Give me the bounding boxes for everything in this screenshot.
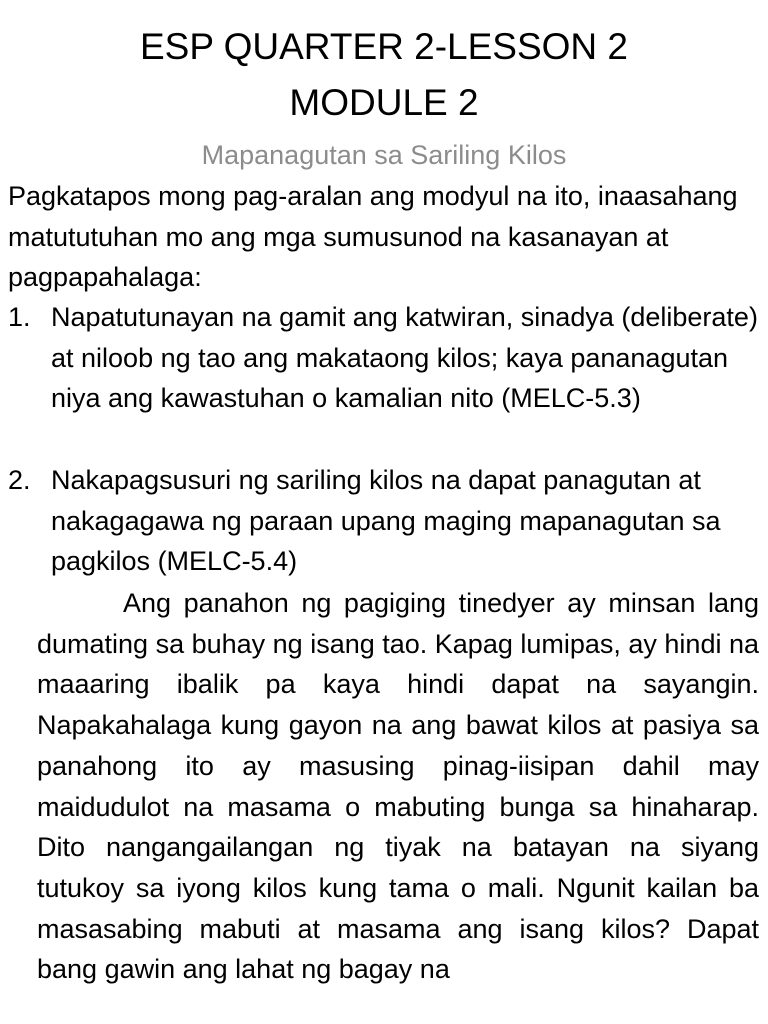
objective-number: 1. <box>8 302 31 332</box>
objective-item-2-clip <box>0 460 768 580</box>
body-paragraph-container <box>0 583 768 1024</box>
document-subtitle: Mapanagutan sa Sariling Kilos <box>201 140 567 170</box>
document-title-line-1: ESP QUARTER 2-LESSON 2 <box>139 26 629 67</box>
body-paragraph: Ang panahon ng pagiging tinedyer ay minsan lang dumating sa buhay ng isang tao. Kapag lumipas, ay hindi na maaaring ibalik pa kaya hindi dapat na sayangin. Napakahalaga kung gayon na ang bawat kilos at pasiya sa panahong ito ay masusing pinag-iisipan dahil may maidudulot na masama o mabuting bunga sa hinaharap. Dito nangangailangan ng tiyak na batayan na siyang tutukoy sa iyong kilos kung tama o mali. Ngunit kailan ba masasabing mabuti at masama ang isang kilos? Dapat bang gawin ang lahat ng bagay na <box>37 588 759 985</box>
objective-text: Napatutunayan na gamit ang katwiran, sinadya (deliberate) at niloob ng tao ang makataong kilos; kaya pananagutan niya ang kawastuhan o kamalian nito (MELC-5.3) <box>51 302 758 414</box>
objective-text: Nakapagsusuri ng sariling kilos na dapat panagutan at nakagagawa ng paraan upang maging mapanagutan sa pagkilos (MELC-5.4) <box>51 465 721 577</box>
document-title-line-2: MODULE 2 <box>289 82 479 123</box>
objective-number: 2. <box>8 465 31 495</box>
intro-paragraph: Pagkatapos mong pag-aralan ang modyul na ito, inaasahang matututuhan mo ang mga sumusunod na kasanayan at pagpapahalaga: <box>8 181 738 293</box>
